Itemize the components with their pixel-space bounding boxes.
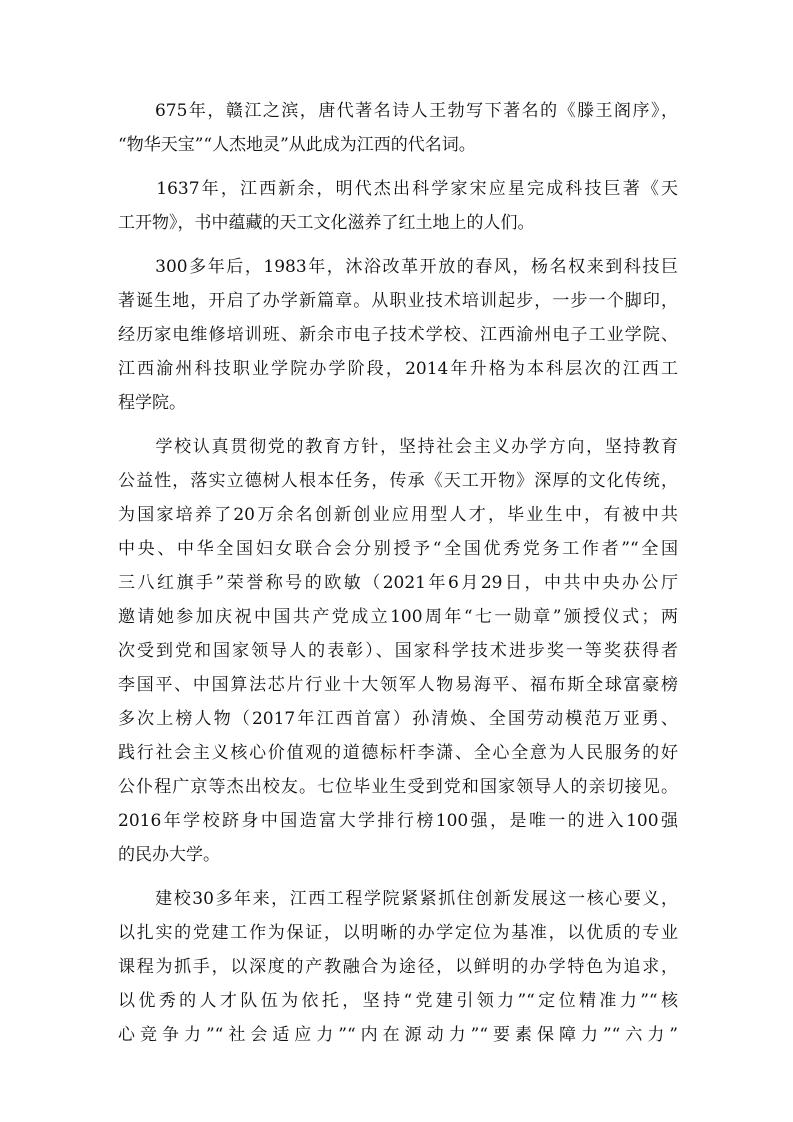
text-line: 公益性，落实立德树人根本任务，传承《天工开物》深厚的文化传统， <box>118 471 678 491</box>
text-line: 李国平、中国算法芯片行业十大领军人物易海平、福布斯全球富豪榜 <box>118 675 678 695</box>
paragraph-alumni <box>118 430 678 872</box>
text-line: 经历家电维修培训班、新余市电子技术学校、江西渝州电子工业学院、 <box>118 325 678 345</box>
paragraph-innovation <box>118 882 678 1052</box>
document-body <box>118 94 678 1062</box>
text-line: 心竞争力”“社会适应力”“内在源动力”“要素保障力”“六力” <box>118 1025 678 1045</box>
text-line: 三八红旗手”荣誉称号的欧敏（2021年6月29日，中共中央办公厅 <box>118 573 678 593</box>
text-line: “物华天宝”“人杰地灵”从此成为江西的代名词。 <box>118 135 476 155</box>
text-line: 建校30多年来，江西工程学院紧紧抓住创新发展这一核心要义， <box>118 889 678 909</box>
text-line: 学校认真贯彻党的教育方针，坚持社会主义办学方向，坚持教育 <box>118 437 678 457</box>
text-line: 践行社会主义核心价值观的道德标杆李潇、全心全意为人民服务的好 <box>118 743 678 763</box>
text-line: 课程为抓手，以深度的产教融合为途径，以鲜明的办学特色为追求， <box>118 957 678 977</box>
text-line: 邀请她参加庆祝中国共产党成立100周年“七一勋章”颁授仪式；两 <box>118 607 678 627</box>
text-line: 程学院。 <box>118 393 186 413</box>
text-line: 2016年学校跻身中国造富大学排行榜100强，是唯一的进入100强 <box>118 811 678 831</box>
paragraph-tiangong-kaiwu <box>118 172 678 240</box>
text-line: 中央、中华全国妇女联合会分别授予“全国优秀党务工作者”“全国 <box>118 539 678 559</box>
paragraph-school-history <box>118 250 678 420</box>
text-line: 300多年后，1983年，沐浴改革开放的春风，杨名权来到科技巨 <box>118 257 678 277</box>
text-line: 多次上榜人物（2017年江西首富）孙清焕、全国劳动模范万亚勇、 <box>118 709 678 729</box>
text-line: 次受到党和国家领导人的表彰）、国家科学技术进步奖一等奖获得者 <box>118 641 678 661</box>
text-line: 以优秀的人才队伍为依托，坚持“党建引领力”“定位精准力”“核 <box>118 991 678 1011</box>
paragraph-tengwang <box>118 94 678 162</box>
text-line: 的民办大学。 <box>118 845 220 865</box>
text-line: 为国家培养了20万余名创新创业应用型人才，毕业生中，有被中共 <box>118 505 678 525</box>
text-line: 著诞生地，开启了办学新篇章。从职业技术培训起步，一步一个脚印， <box>118 291 678 311</box>
text-line: 1637年，江西新余，明代杰出科学家宋应星完成科技巨著《天 <box>118 179 678 199</box>
text-line: 江西渝州科技职业学院办学阶段，2014年升格为本科层次的江西工 <box>118 359 678 379</box>
text-line: 以扎实的党建工作为保证，以明晰的办学定位为基准，以优质的专业 <box>118 923 678 943</box>
text-line: 675年，赣江之滨，唐代著名诗人王勃写下著名的《滕王阁序》， <box>118 101 678 121</box>
text-line: 公仆程广京等杰出校友。七位毕业生受到党和国家领导人的亲切接见。 <box>118 777 678 797</box>
text-line: 工开物》，书中蕴藏的天工文化滋养了红土地上的人们。 <box>118 213 535 233</box>
